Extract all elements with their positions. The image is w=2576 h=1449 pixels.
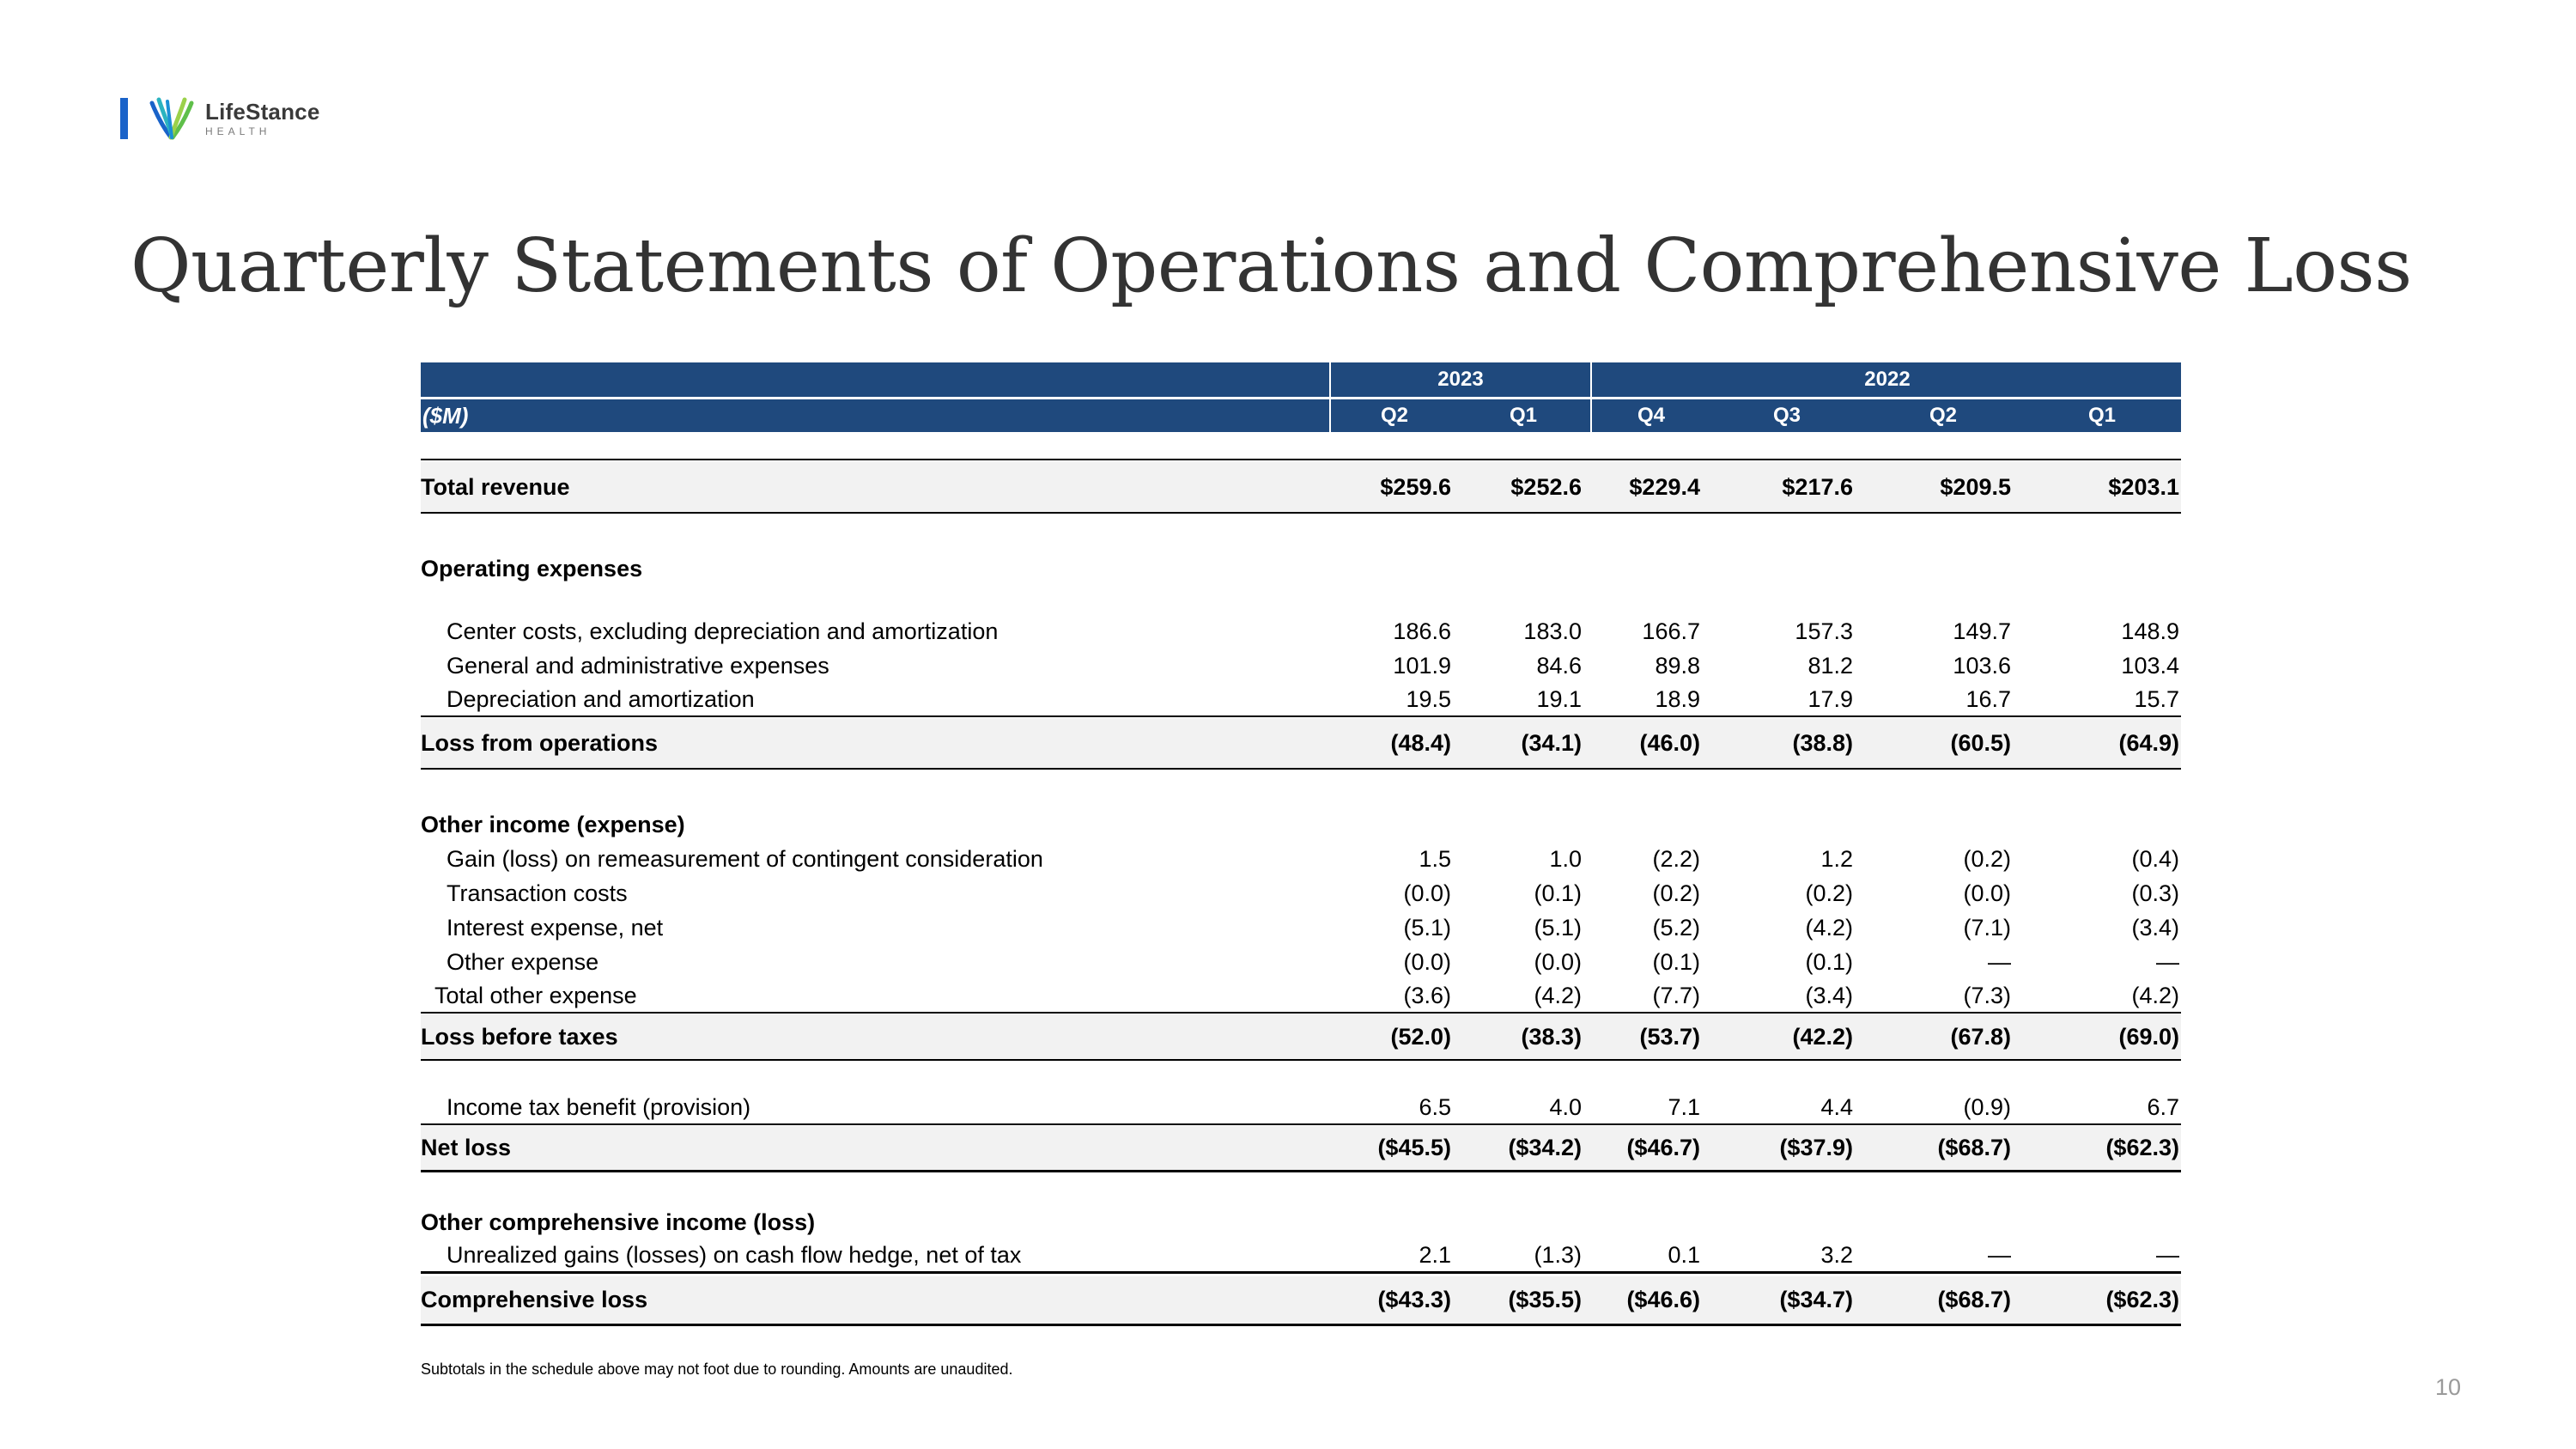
- quarter-header: Q1: [2087, 404, 2116, 427]
- table-row: [421, 1091, 2181, 1125]
- row-value: ($43.3): [1377, 1287, 1451, 1312]
- row-value: $203.1: [2108, 473, 2179, 500]
- row-value: (0.0): [1403, 880, 1451, 906]
- table-row: [421, 614, 2181, 648]
- quarter-header: Q3: [1772, 404, 1801, 427]
- row-value: 1.2: [1820, 845, 1853, 872]
- row-value: $217.6: [1782, 473, 1853, 500]
- row-label: Interest expense, net: [447, 914, 664, 941]
- row-value: $229.4: [1629, 473, 1700, 500]
- table-row: [421, 543, 2181, 594]
- year-2023-header: 2023: [1329, 362, 1590, 397]
- row-label: Net loss: [421, 1135, 512, 1160]
- row-value: [2033, 807, 2179, 842]
- logo-name: LifeStance: [205, 99, 320, 125]
- row-value: (0.2): [1805, 880, 1853, 906]
- row-value: [1554, 1205, 1700, 1239]
- row-value: —: [2156, 948, 2179, 975]
- row-value: [2033, 543, 2179, 594]
- row-value: [1554, 543, 1700, 594]
- row-value: —: [1988, 1242, 2011, 1268]
- row-value: (0.9): [1963, 1093, 2011, 1120]
- row-value: 103.6: [1953, 652, 2011, 679]
- row-value: ($46.6): [1626, 1287, 1700, 1312]
- row-value: (4.2): [2131, 982, 2179, 1008]
- row-value: (52.0): [1390, 1023, 1451, 1050]
- row-value: (60.5): [1950, 729, 2011, 756]
- quarter-header: Q1: [1509, 404, 1537, 427]
- row-value: (3.4): [2131, 914, 2179, 941]
- row-label: Total other expense: [434, 982, 637, 1008]
- table-row: [421, 1239, 2181, 1274]
- row-value: ($62.3): [2105, 1287, 2179, 1312]
- row-value: 157.3: [1795, 618, 1853, 644]
- quarter-header: Q4: [1590, 399, 1710, 432]
- row-value: (7.1): [1963, 914, 2011, 941]
- row-label: General and administrative expenses: [447, 652, 829, 679]
- row-value: (3.4): [1805, 982, 1853, 1008]
- row-value: (1.3): [1534, 1242, 1582, 1268]
- row-value: 1.5: [1419, 845, 1451, 872]
- row-value: [1707, 543, 1853, 594]
- row-label: Center costs, excluding depreciation and amortization: [447, 618, 999, 644]
- row-value: (38.3): [1521, 1023, 1582, 1050]
- row-value: (0.1): [1805, 948, 1853, 975]
- row-value: 17.9: [1807, 685, 1853, 712]
- row-label: Transaction costs: [447, 880, 628, 906]
- logo-subtitle: HEALTH: [205, 125, 271, 137]
- table-row: [421, 842, 2181, 876]
- row-label: Depreciation and amortization: [447, 685, 755, 712]
- row-value: [2033, 1205, 2179, 1239]
- row-label: Operating expenses: [421, 555, 643, 581]
- row-value: ($35.5): [1508, 1287, 1582, 1312]
- row-value: (0.0): [1534, 948, 1582, 975]
- row-label: Gain (loss) on remeasurement of contingent consideration: [447, 845, 1043, 872]
- row-value: (53.7): [1639, 1023, 1700, 1050]
- row-value: [1865, 807, 2011, 842]
- row-value: 4.4: [1820, 1093, 1853, 1120]
- row-value: (4.2): [1805, 914, 1853, 941]
- row-value: (4.2): [1534, 982, 1582, 1008]
- row-value: (38.8): [1792, 729, 1853, 756]
- row-label: Loss before taxes: [421, 1023, 618, 1050]
- row-value: (42.2): [1792, 1023, 1853, 1050]
- row-value: $259.6: [1380, 473, 1451, 500]
- row-value: 16.7: [1965, 685, 2011, 712]
- page-title: Quarterly Statements of Operations and Comprehensive Loss: [131, 223, 2412, 309]
- row-label: Income tax benefit (provision): [447, 1093, 751, 1120]
- row-value: ($34.2): [1508, 1135, 1582, 1160]
- row-label: Unrealized gains (losses) on cash flow hedge, net of tax: [447, 1242, 1022, 1268]
- row-value: (0.2): [1963, 845, 2011, 872]
- row-value: (67.8): [1950, 1023, 2011, 1050]
- row-value: [1305, 807, 1451, 842]
- row-value: 7.1: [1668, 1093, 1700, 1120]
- row-value: 0.1: [1668, 1242, 1700, 1268]
- row-label: Other comprehensive income (loss): [421, 1209, 816, 1235]
- row-value: (64.9): [2118, 729, 2179, 756]
- table-row: [421, 648, 2181, 683]
- row-value: 166.7: [1642, 618, 1700, 644]
- row-value: [1707, 1205, 1853, 1239]
- row-value: [1305, 1205, 1451, 1239]
- row-label: Loss from operations: [421, 729, 659, 756]
- row-value: ($46.7): [1626, 1135, 1700, 1160]
- row-value: 2.1: [1419, 1242, 1451, 1268]
- row-value: (5.2): [1652, 914, 1700, 941]
- row-value: (48.4): [1390, 729, 1451, 756]
- row-label: Comprehensive loss: [421, 1287, 648, 1312]
- row-value: 103.4: [2121, 652, 2179, 679]
- row-value: (0.1): [1652, 948, 1700, 975]
- row-value: [1554, 807, 1700, 842]
- year-2022-header: 2022: [1590, 362, 2183, 397]
- row-value: 183.0: [1523, 618, 1582, 644]
- footnote: Subtotals in the schedule above may not foot due to rounding. Amounts are unaudited.: [421, 1361, 1013, 1378]
- table-row: [421, 462, 2181, 514]
- row-value: 19.5: [1406, 685, 1451, 712]
- row-value: ($34.7): [1779, 1287, 1853, 1312]
- row-value: [1865, 1205, 2011, 1239]
- row-value: ($37.9): [1779, 1135, 1853, 1160]
- table-row: [421, 910, 2181, 945]
- table-row: [421, 718, 2181, 770]
- row-label: Other expense: [447, 948, 599, 975]
- row-value: [1707, 807, 1853, 842]
- row-value: (0.2): [1652, 880, 1700, 906]
- table-row: [421, 683, 2181, 717]
- row-value: 81.2: [1807, 652, 1853, 679]
- row-value: ($68.7): [1937, 1287, 2011, 1312]
- row-value: 89.8: [1655, 652, 1700, 679]
- row-value: 148.9: [2121, 618, 2179, 644]
- table-row: [421, 807, 2181, 842]
- row-value: ($68.7): [1937, 1135, 2011, 1160]
- row-value: $209.5: [1940, 473, 2011, 500]
- row-value: (0.0): [1963, 880, 2011, 906]
- row-value: 19.1: [1536, 685, 1582, 712]
- logo-accent-bar: [120, 98, 128, 139]
- row-value: [1305, 543, 1451, 594]
- row-value: 84.6: [1536, 652, 1582, 679]
- row-value: 149.7: [1953, 618, 2011, 644]
- row-value: (46.0): [1639, 729, 1700, 756]
- unit-label: ($M): [422, 402, 469, 429]
- row-value: 15.7: [2134, 685, 2179, 712]
- row-value: 1.0: [1549, 845, 1582, 872]
- table-row: [421, 1126, 2181, 1172]
- row-value: ($62.3): [2105, 1135, 2179, 1160]
- table-row: [421, 1205, 2181, 1239]
- table-body: [421, 0, 2181, 1449]
- row-value: 3.2: [1820, 1242, 1853, 1268]
- row-value: 6.5: [1419, 1093, 1451, 1120]
- row-value: 6.7: [2147, 1093, 2179, 1120]
- row-value: (7.7): [1652, 982, 1700, 1008]
- row-value: (0.4): [2131, 845, 2179, 872]
- row-label: Total revenue: [421, 473, 570, 500]
- page-number: 10: [2435, 1374, 2462, 1400]
- row-value: (5.1): [1534, 914, 1582, 941]
- row-value: (34.1): [1521, 729, 1582, 756]
- row-value: (0.0): [1403, 948, 1451, 975]
- row-value: $252.6: [1510, 473, 1582, 500]
- row-value: 186.6: [1393, 618, 1451, 644]
- row-value: (7.3): [1963, 982, 2011, 1008]
- table-row: [421, 876, 2181, 910]
- table-row: [421, 1276, 2181, 1326]
- row-value: (0.3): [2131, 880, 2179, 906]
- row-value: [1865, 543, 2011, 594]
- lifestance-mark-icon: [147, 94, 197, 143]
- quarter-header: Q2: [1329, 399, 1458, 432]
- row-value: (2.2): [1652, 845, 1700, 872]
- row-label: Other income (expense): [421, 811, 685, 837]
- table-row: [421, 979, 2181, 1014]
- row-value: —: [2156, 1242, 2179, 1268]
- row-value: —: [1988, 948, 2011, 975]
- company-logo: [120, 94, 320, 143]
- row-value: (0.1): [1534, 880, 1582, 906]
- row-value: 18.9: [1655, 685, 1700, 712]
- table-row: [421, 945, 2181, 979]
- quarter-header: Q2: [1929, 404, 1957, 427]
- row-value: 4.0: [1549, 1093, 1582, 1120]
- row-value: 101.9: [1393, 652, 1451, 679]
- table-row: [421, 1014, 2181, 1061]
- row-value: (3.6): [1403, 982, 1451, 1008]
- row-value: (69.0): [2118, 1023, 2179, 1050]
- row-value: (5.1): [1403, 914, 1451, 941]
- row-value: ($45.5): [1377, 1135, 1451, 1160]
